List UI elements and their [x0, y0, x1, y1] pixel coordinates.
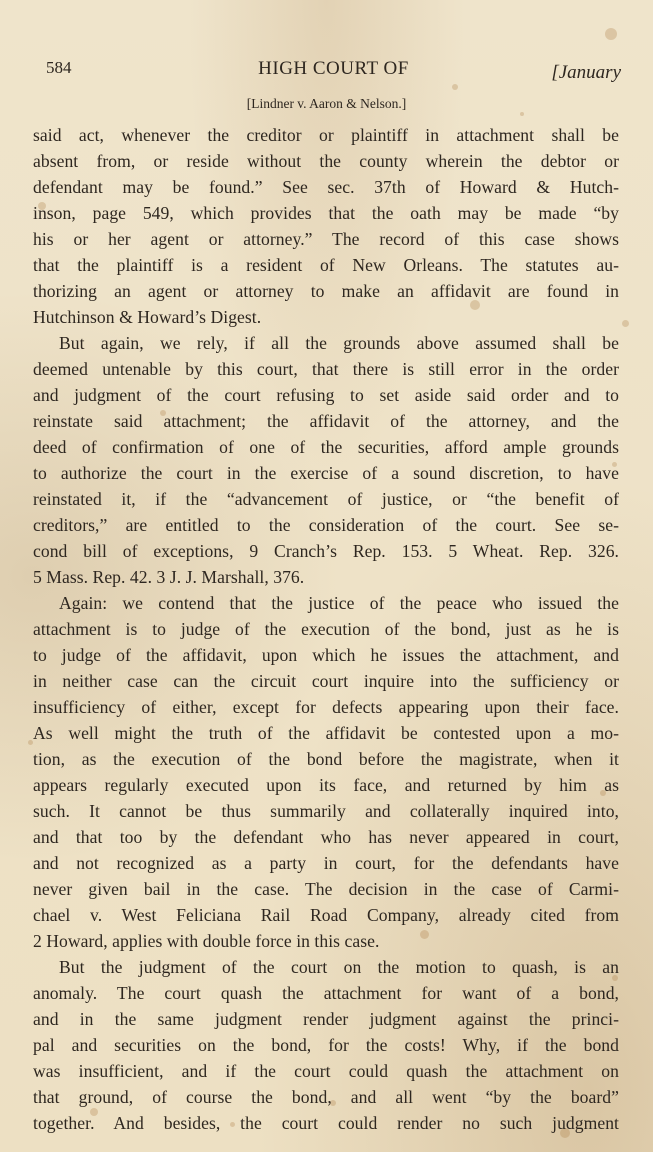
case-caption: [Lindner v. Aaron & Nelson.]: [246, 96, 407, 111]
text-line: his or her agent or attorney.” The record of this case shows: [33, 229, 619, 249]
running-title: HIGH COURT OF: [258, 58, 409, 79]
text-line: deemed untenable by this court, that there is still error in the order: [33, 359, 619, 379]
text-line: to authorize the court in the exercise of a sound discretion, to have: [33, 463, 619, 483]
text-line: together. And besides, the court could render no such judgment: [33, 1113, 619, 1133]
page-number: 584: [46, 58, 72, 77]
text-line: was insufficient, and if the court could quash the attachment on: [33, 1061, 619, 1081]
text-line: creditors,” are entitled to the consideration of the court. See se-: [33, 515, 619, 535]
body-text: [33, 122, 619, 1136]
text-line: deed of confirmation of one of the securities, afford ample grounds: [33, 437, 619, 457]
text-line: such. It cannot be thus summarily and collaterally inquired into,: [33, 801, 619, 821]
text-line: cond bill of exceptions, 9 Cranch’s Rep. 153. 5 Wheat. Rep. 326.: [33, 541, 619, 561]
text-line: never given bail in the case. The decision in the case of Carmi-: [33, 879, 619, 899]
running-header: [46, 56, 621, 86]
text-line: insufficiency of either, except for defects appearing upon their face.: [33, 697, 619, 717]
text-line: 2 Howard, applies with double force in this case.: [33, 931, 380, 951]
text-line: Again: we contend that the justice of the peace who issued the: [59, 593, 619, 613]
text-line: pal and securities on the bond, for the costs! Why, if the bond: [33, 1035, 619, 1055]
text-line: and not recognized as a party in court, for the defendants have: [33, 853, 619, 873]
text-line: and judgment of the court refusing to set aside said order and to: [33, 385, 619, 405]
text-line: reinstated it, if the “advancement of justice, or “the benefit of: [33, 489, 619, 509]
text-line: As well might the truth of the affidavit be contested upon a mo-: [33, 723, 619, 743]
text-line: and in the same judgment render judgment against the princi-: [33, 1009, 619, 1029]
text-line: that ground, of course the bond, and all went “by the board”: [33, 1087, 619, 1107]
text-line: appears regularly executed upon its face, and returned by him as: [33, 775, 619, 795]
running-month: [January: [551, 62, 621, 83]
text-line: chael v. West Feliciana Rail Road Company, already cited from: [33, 905, 619, 925]
text-line: reinstate said attachment; the affidavit of the attorney, and the: [33, 411, 619, 431]
text-line: But the judgment of the court on the motion to quash, is an: [59, 957, 619, 977]
text-line: and that too by the defendant who has never appeared in court,: [33, 827, 619, 847]
text-line: Hutchinson & Howard’s Digest.: [33, 307, 262, 327]
text-line: absent from, or reside without the county wherein the debtor or: [33, 151, 619, 171]
text-line: thorizing an agent or attorney to make an affidavit are found in: [33, 281, 619, 301]
text-line: 5 Mass. Rep. 42. 3 J. J. Marshall, 376.: [33, 567, 305, 587]
text-line: inson, page 549, which provides that the oath may be made “by: [33, 203, 619, 223]
text-line: in neither case can the circuit court inquire into the sufficiency or: [33, 671, 619, 691]
text-line: anomaly. The court quash the attachment for want of a bond,: [33, 983, 619, 1003]
text-line: tion, as the execution of the bond before the magistrate, when it: [33, 749, 619, 769]
text-line: attachment is to judge of the execution of the bond, just as he is: [33, 619, 619, 639]
text-line: said act, whenever the creditor or plaintiff in attachment shall be: [33, 125, 619, 145]
text-line: But again, we rely, if all the grounds above assumed shall be: [59, 333, 619, 353]
text-line: that the plaintiff is a resident of New Orleans. The statutes au-: [33, 255, 619, 275]
text-line: to judge of the affidavit, upon which he issues the attachment, and: [33, 645, 619, 665]
text-line: defendant may be found.” See sec. 37th of Howard & Hutch-: [33, 177, 619, 197]
